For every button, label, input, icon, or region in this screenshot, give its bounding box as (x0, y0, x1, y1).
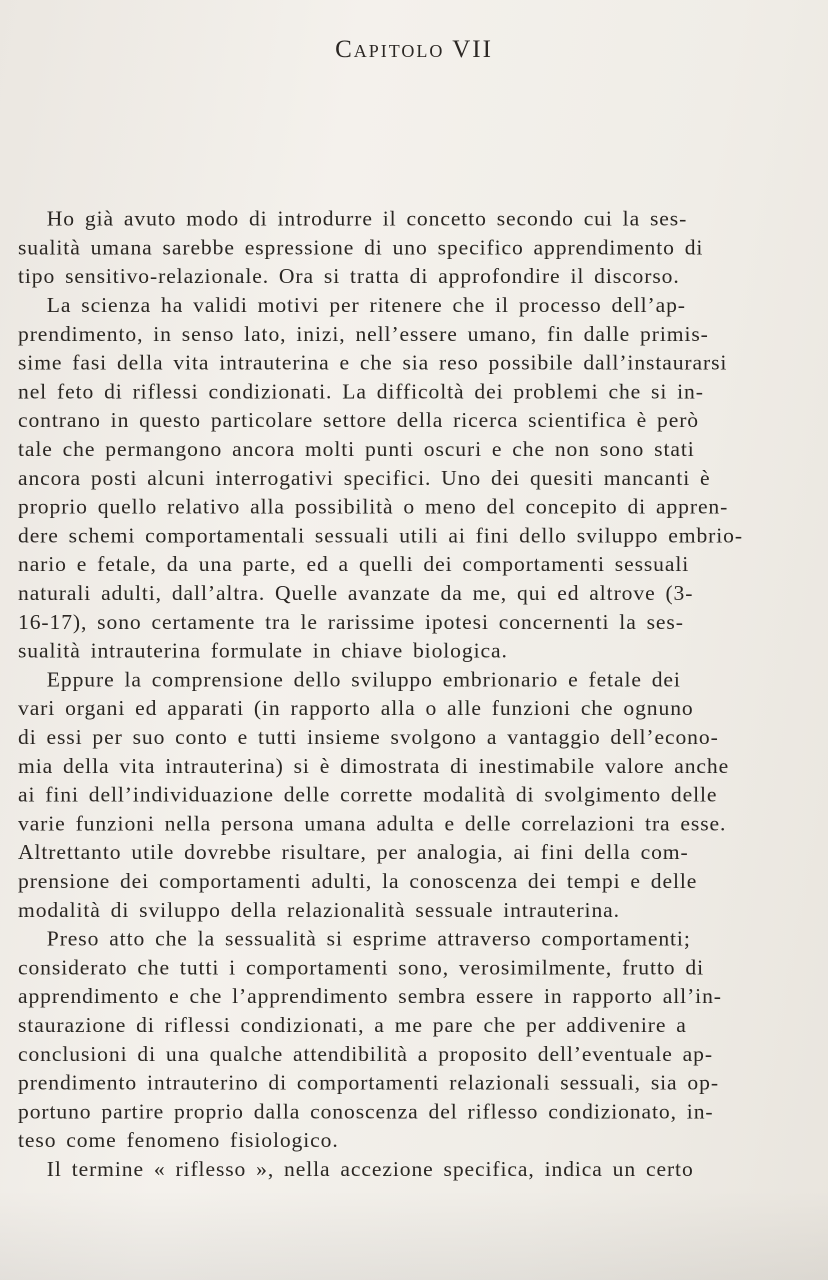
text-line: mia della vita intrauterina) si è dimostrata di inestimabile valore anche (18, 753, 730, 778)
text-line: ancora posti alcuni interrogativi specifici. Uno dei quesiti mancanti è (18, 465, 711, 490)
text-line: prendimento intrauterino di comportamenti relazionali sessuali, sia op- (18, 1070, 719, 1095)
text-line: teso come fenomeno fisiologico. (18, 1128, 339, 1152)
text-line: contrano in questo particolare settore della ricerca scientifica è però (18, 408, 700, 432)
text-line: La scienza ha validi motivi per ritenere che il processo dell’ap- (46, 292, 686, 317)
text-line: proprio quello relativo alla possibilità o meno del concepito di appren- (18, 494, 729, 519)
text-line: varie funzioni nella persona umana adulta e delle correlazioni tra esse. (18, 811, 727, 836)
text-line: sualità intrauterina formulate in chiave biologica. (18, 638, 508, 663)
page-shadow (0, 1190, 828, 1280)
text-line: tipo sensitivo-relazionale. Ora si tratta di approfondire il discorso. (18, 264, 680, 288)
body-text (18, 204, 743, 1183)
text-line: ai fini dell’individuazione delle corrette modalità di svolgimento delle (18, 782, 718, 807)
text-line: Preso atto che la sessualità si esprime attraverso comportamenti; (46, 926, 691, 951)
text-line: dere schemi comportamentali sessuali utili ai fini dello sviluppo embrio- (18, 523, 743, 548)
text-line: sime fasi della vita intrauterina e che sia reso possibile dall’instaurarsi (18, 350, 728, 375)
text-line: portuno partire proprio dalla conoscenza del riflesso condizionato, in- (18, 1099, 714, 1124)
text-line: conclusioni di una qualche attendibilità a proposito dell’eventuale ap- (18, 1041, 713, 1066)
text-line: Ho già avuto modo di introdurre il concetto secondo cui la ses- (46, 206, 688, 231)
text-line: tale che permangono ancora molti punti oscuri e che non sono stati (18, 436, 695, 461)
text-line: 16-17), sono certamente tra le rarissime ipotesi concernenti la ses- (18, 609, 684, 634)
chapter-heading: Capitolo VII (335, 36, 493, 63)
text-line: nario e fetale, da una parte, ed a quelli dei comportamenti sessuali (18, 552, 690, 576)
text-line: modalità di sviluppo della relazionalità sessuale intrauterina. (18, 897, 620, 922)
text-line: naturali adulti, dall’altra. Quelle avanzate da me, qui ed altrove (3- (18, 580, 694, 605)
text-line: di essi per suo conto e tutti insieme svolgono a vantaggio dell’econo- (18, 724, 719, 749)
text-line: nel feto di riflessi condizionati. La difficoltà dei problemi che si in- (18, 379, 704, 404)
text-line: vari organi ed apparati (in rapporto alla o alle funzioni che ognuno (18, 696, 694, 720)
text-line: apprendimento e che l’apprendimento sembra essere in rapporto all’in- (18, 984, 722, 1009)
text-line: Altrettanto utile dovrebbe risultare, per analogia, ai fini della com- (18, 840, 689, 864)
text-line: considerato che tutti i comportamenti sono, verosimilmente, frutto di (18, 955, 704, 980)
text-line: prensione dei comportamenti adulti, la conoscenza dei tempi e delle (18, 868, 698, 893)
text-line: sualità umana sarebbe espressione di uno specifico apprendimento di (18, 235, 704, 260)
text-line: Il termine « riflesso », nella accezione specifica, indica un certo (46, 1156, 694, 1181)
text-line: Eppure la comprensione dello sviluppo embrionario e fetale dei (46, 667, 681, 692)
text-line: staurazione di riflessi condizionati, a me pare che per addivenire a (18, 1012, 687, 1037)
text-line: prendimento, in senso lato, inizi, nell’essere umano, fin dalle primis- (18, 321, 709, 346)
